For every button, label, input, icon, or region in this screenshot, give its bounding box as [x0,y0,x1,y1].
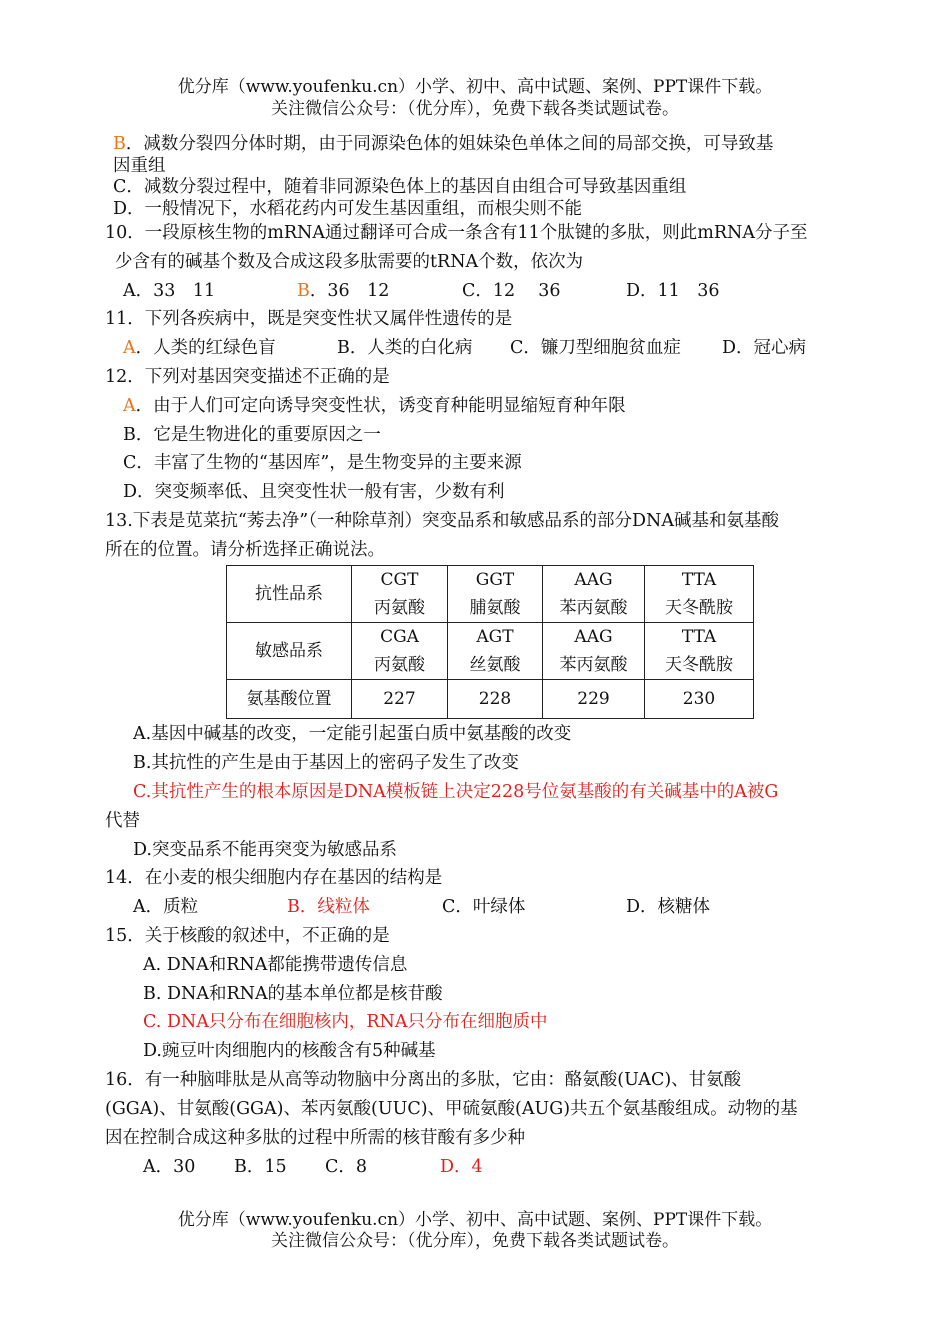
codon: GGT [475,570,515,590]
q13-option-c: C.其抗性产生的根本原因是DNA模板链上决定228号位氨基酸的有关碱基中的A被G [133,782,779,802]
table-cell [352,566,448,623]
table-cell: 230 [645,680,754,719]
amino-acid: 苯丙氨酸 [559,598,628,618]
table-row-label: 敏感品系 [227,623,352,680]
q12-option-a [123,395,626,417]
table-cell: 227 [352,680,448,719]
q11-stem: 11．下列各疾病中，既是突变性状又属伴性遗传的是 [105,309,513,329]
amino-acid: 天冬酰胺 [665,598,733,618]
table-row-sensitive [227,623,754,680]
q12-stem: 12．下列对基因突变描述不正确的是 [105,367,390,387]
q9-option-b-continued: 因重组 [113,156,166,176]
q11-option-c: C．镰刀型细胞贫血症 [510,338,681,358]
codon: TTA [681,627,717,647]
q13-option-b: B.其抗性的产生是由于基因上的密码子发生了改变 [133,753,519,773]
q15-option-a: A. DNA和RNA都能携带遗传信息 [143,955,408,975]
q11-option-a-letter: A [123,338,136,358]
q14-option-c: C．叶绿体 [442,897,526,917]
amino-acid: 苯丙氨酸 [559,655,628,675]
q14-option-b: B．线粒体 [287,897,370,917]
q15-option-c: C. DNA只分布在细胞核内，RNA只分布在细胞质中 [143,1012,548,1032]
q10-option-a: A．33 11 [123,281,216,301]
q11-option-a [123,337,276,359]
table-row-position [227,680,754,719]
q14-option-a: A．质粒 [133,897,199,917]
table-cell [543,566,645,623]
q16-option-b: B．15 [234,1157,287,1177]
q9-option-d: D．一般情况下，水稻花药内可发生基因重组，而根尖则不能 [113,199,583,219]
q11-option-a-text: ．人类的红绿色盲 [135,338,276,358]
q16-stem-line-1: 16．有一种脑啡肽是从高等动物脑中分离出的多肽，它由：酪氨酸(UAC)、甘氨酸 [105,1070,742,1090]
table-cell: 229 [543,680,645,719]
q11-option-b: B．人类的白化病 [337,338,473,358]
table-cell [352,623,448,680]
q13-option-d: D.突变品系不能再突变为敏感品系 [133,840,397,860]
q16-option-d: D．4 [440,1157,483,1177]
q9-option-c: C．减数分裂过程中，随着非同源染色体上的基因自由组合可导致基因重组 [113,177,687,197]
q11-option-d: D．冠心病 [722,338,807,358]
table-cell [448,566,543,623]
amino-acid: 丙氨酸 [374,655,425,675]
table-cell [645,623,754,680]
q16-option-a: A．30 [143,1157,196,1177]
q9-option-b [113,133,773,155]
q16-stem-line-2: (GGA)、甘氨酸(GGA)、苯丙氨酸(UUC)、甲硫氨酸(AUG)共五个氨基酸组成。动物的基 [105,1099,798,1119]
q10-stem-line-1: 10．一段原核生物的mRNA通过翻译可合成一条含有11个肽键的多肽，则此mRNA分子至 [105,223,808,243]
q16-stem-line-3: 因在控制合成这种多肽的过程中所需的核苷酸有多少种 [105,1128,525,1148]
amino-acid: 天冬酰胺 [665,655,733,675]
table-row-label: 氨基酸位置 [227,680,352,719]
footer-line-2: 关注微信公众号：（优分库），免费下载各类试题试卷。 [271,1231,679,1251]
q13-stem-line-1: 13.下表是苋菜抗“莠去净”（一种除草剂）突变品系和敏感品系的部分DNA碱基和氨基酸 [105,511,779,531]
q13-stem-line-2: 所在的位置。请分析选择正确说法。 [105,540,385,560]
codon: AGT [476,627,514,647]
q15-option-b: B. DNA和RNA的基本单位都是核苷酸 [143,984,443,1004]
q10-option-b-text: ．36 12 [309,281,390,301]
dna-amino-acid-table [226,565,754,719]
table-cell: 228 [448,680,543,719]
amino-acid: 丝氨酸 [469,655,521,675]
q10-stem-line-2: 少含有的碱基个数及合成这段多肽需要的tRNA个数，依次为 [115,252,584,272]
q15-option-d: D.豌豆叶肉细胞内的核酸含有5种碱基 [143,1041,436,1061]
q12-option-b: B．它是生物进化的重要原因之一 [123,425,381,445]
table-cell [543,623,645,680]
q12-option-d: D．突变频率低、且突变性状一般有害，少数有利 [123,482,505,502]
amino-acid: 脯氨酸 [469,598,521,618]
q10-option-c: C．12 36 [462,281,561,301]
q10-option-b-letter: B [297,281,310,301]
header-line-1: 优分库（www.youfenku.cn）小学、初中、高中试题、案例、PPT课件下载。 [177,77,773,97]
table-cell [448,623,543,680]
codon: AAG [574,570,613,590]
q13-option-a: A.基因中碱基的改变，一定能引起蛋白质中氨基酸的改变 [133,724,572,744]
table-row-resistant [227,566,754,623]
footer-line-1: 优分库（www.youfenku.cn）小学、初中、高中试题、案例、PPT课件下载。 [177,1210,773,1230]
q10-option-d: D．11 36 [626,281,720,301]
q12-option-c: C．丰富了生物的“基因库”，是生物变异的主要来源 [123,453,522,473]
header-line-2: 关注微信公众号：（优分库），免费下载各类试题试卷。 [271,99,679,119]
q16-option-c: C．8 [325,1157,368,1177]
codon: AAG [574,627,613,647]
table-cell [645,566,754,623]
amino-acid: 丙氨酸 [374,598,425,618]
table-row-label: 抗性品系 [227,566,352,623]
codon: TTA [681,570,717,590]
q10-option-b [297,280,389,302]
codon: CGT [380,570,419,590]
q15-stem: 15．关于核酸的叙述中，不正确的是 [105,926,390,946]
q14-stem: 14．在小麦的根尖细胞内存在基因的结构是 [105,868,443,888]
q9-option-b-text: ．减数分裂四分体时期，由于同源染色体的姐妹染色单体之间的局部交换，可导致基 [125,134,774,154]
q14-option-d: D．核糖体 [626,897,711,917]
q9-option-b-letter: B [113,134,126,154]
codon: CGA [380,627,419,647]
q13-option-c-continued: 代替 [105,811,140,831]
q12-option-a-letter: A [123,396,136,416]
q12-option-a-text: ．由于人们可定向诱导突变性状，诱变育种能明显缩短育种年限 [135,396,626,416]
